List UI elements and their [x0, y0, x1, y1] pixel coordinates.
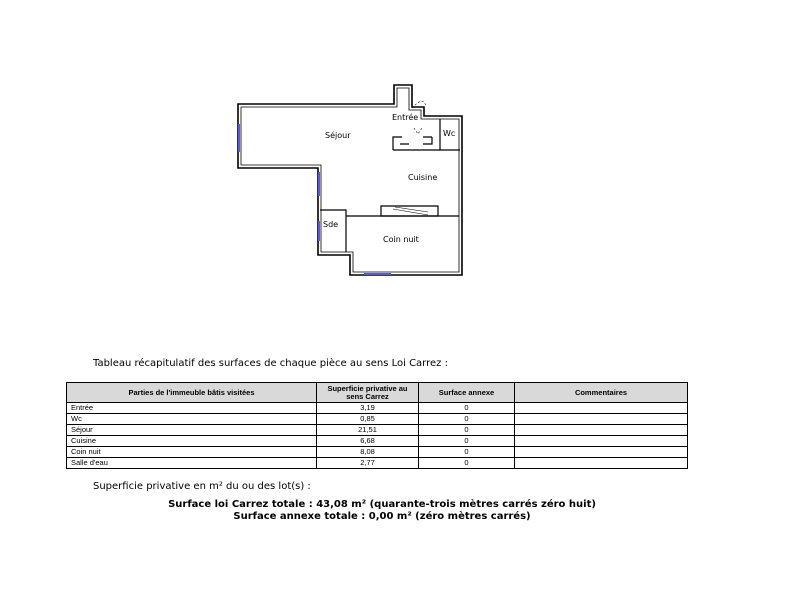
- cell-carrez: 21,51: [317, 425, 419, 436]
- table-row: [67, 436, 688, 447]
- cell-annexe: 0: [419, 436, 515, 447]
- cell-comment: [515, 458, 688, 469]
- surface-table: [66, 382, 688, 469]
- total-carrez: Surface loi Carrez totale : 43,08 m² (quarante-trois mètres carrés zéro huit): [168, 499, 596, 510]
- sde-wall: [320, 210, 346, 252]
- cell-annexe: 0: [419, 458, 515, 469]
- table-header-row: [67, 383, 688, 403]
- cell-comment: [515, 425, 688, 436]
- room-label-coin-nuit: Coin nuit: [383, 235, 419, 244]
- table-row: [67, 458, 688, 469]
- table-intro: Tableau récapitulatif des surfaces de chaque pièce au sens Loi Carrez :: [93, 358, 448, 369]
- total-annexe: Surface annexe totale : 0,00 m² (zéro mètres carrés): [233, 511, 531, 522]
- cell-part: Séjour: [67, 425, 317, 436]
- header-commentaires: Commentaires: [515, 383, 688, 403]
- room-label-sejour: Séjour: [325, 131, 351, 140]
- cell-comment: [515, 414, 688, 425]
- cell-annexe: 0: [419, 403, 515, 414]
- room-label-wc: Wc: [443, 129, 456, 138]
- cell-carrez: 3,19: [317, 403, 419, 414]
- cell-annexe: 0: [419, 414, 515, 425]
- cell-comment: [515, 403, 688, 414]
- cell-annexe: 0: [419, 447, 515, 458]
- cell-part: Entrée: [67, 403, 317, 414]
- table-row: [67, 425, 688, 436]
- cell-carrez: 2,77: [317, 458, 419, 469]
- room-label-entree: Entrée: [392, 113, 419, 122]
- door-arc-wc: [414, 128, 422, 134]
- header-parties: Parties de l'immeuble bâtis visitées: [67, 383, 317, 403]
- cell-carrez: 6,68: [317, 436, 419, 447]
- cell-part: Salle d'eau: [67, 458, 317, 469]
- lot-line: Superficie privative en m² du ou des lot(s) :: [93, 481, 311, 492]
- cell-carrez: 0,85: [317, 414, 419, 425]
- cell-part: Wc: [67, 414, 317, 425]
- kitchen-counter: [381, 206, 438, 216]
- cell-carrez: 8,08: [317, 447, 419, 458]
- table-row: [67, 414, 688, 425]
- cell-annexe: 0: [419, 425, 515, 436]
- cell-comment: [515, 447, 688, 458]
- table-row: [67, 403, 688, 414]
- table-row: [67, 447, 688, 458]
- header-carrez: Superficie privative au sens Carrez: [317, 383, 419, 403]
- cell-comment: [515, 436, 688, 447]
- cell-part: Cuisine: [67, 436, 317, 447]
- counter-detail: [393, 207, 428, 215]
- header-annexe: Surface annexe: [419, 383, 515, 403]
- cell-part: Coin nuit: [67, 447, 317, 458]
- room-label-sde: Sde: [323, 220, 339, 229]
- entree-closet: [393, 137, 432, 150]
- room-label-cuisine: Cuisine: [408, 173, 438, 182]
